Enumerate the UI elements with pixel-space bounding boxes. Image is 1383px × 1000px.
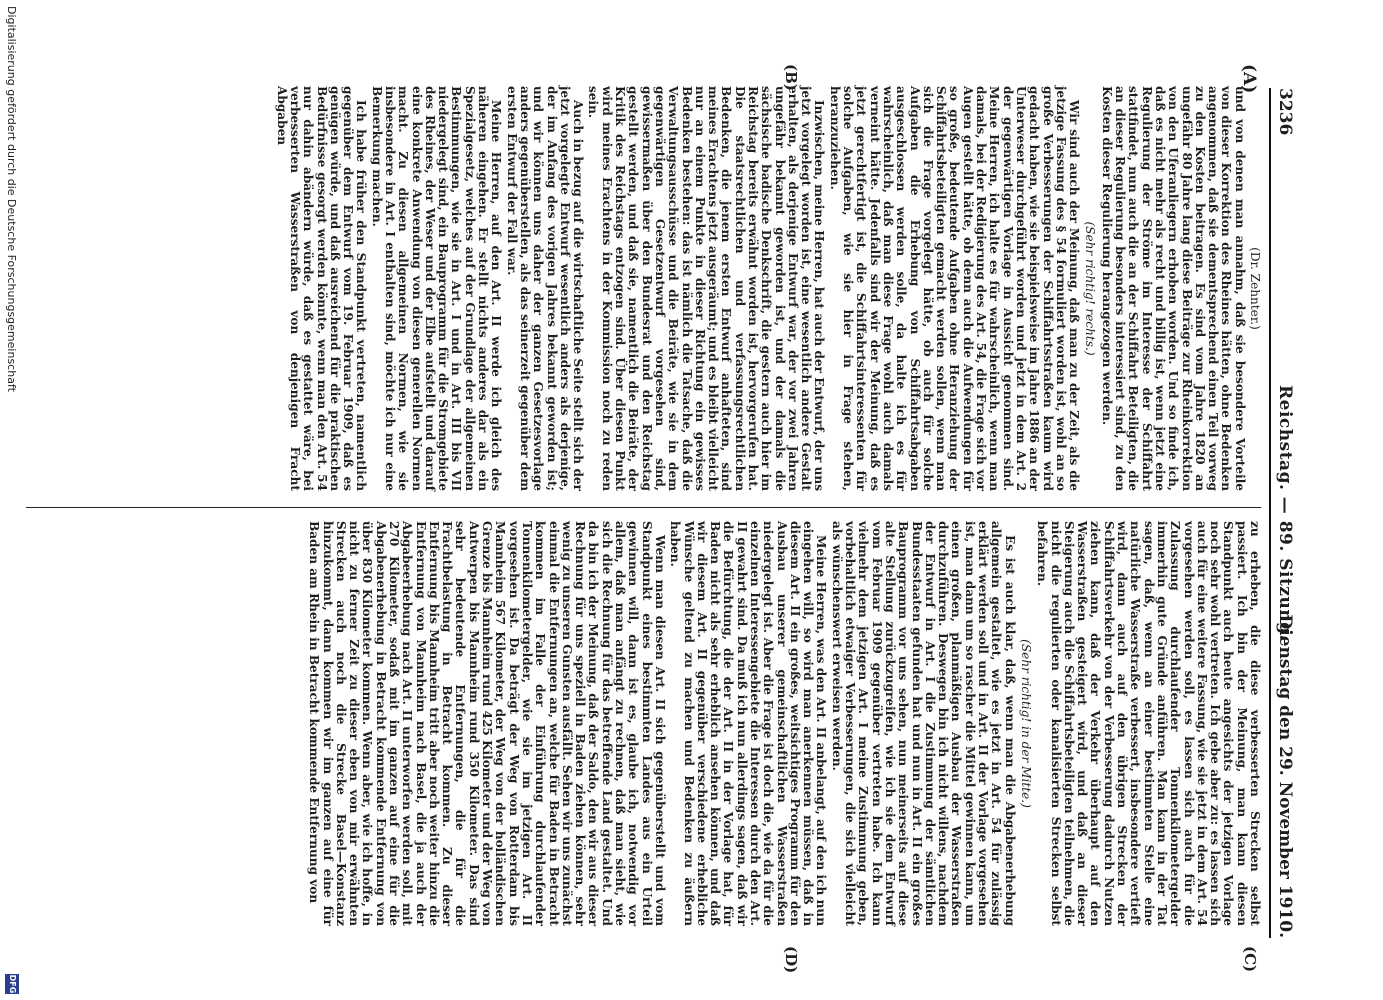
page-number: 3236 <box>1275 88 1295 136</box>
header-date: Dienstag den 29. November 1910. <box>1275 614 1295 938</box>
paragraph: zu erheben, die diese verbesserten Strecken selbst passiert. Ich bin der Meinung, man kann diesen Standpunkt auch heute angesichts der jetzigen Vorlage noch sehr wohl vertreten. Ich gebe aber zu: es lassen sich auch für eine weitere Fassung, wie sie jetzt in dem Art. 54 vorgesehen werden soll, es lassen sich auch für die Zulassung durchlaufender Tonnenkilometergelder immerhin gute Gründe anführen. Man kann in der Tat sagen, daß, wenn an einer bestimmten Stelle eine natürliche Wasserstraße verbessert, insbesondere vertieft wird, dann auch auf den übrigen Strecken der Schiffahrtsverkehr von der Verbesserung dadurch Nutzen ziehen kann, daß der Verkehr überhaupt auf den Wasserstraßen gesteigert wird, und daß an dieser Steigerung auch die Schiffahrtsbeteiligten teilnehmen, die nicht die regulierten oder kanalisierten Strecken selbst befahren. <box>1035 521 1262 926</box>
interjection: (Sehr richtig! rechts.) <box>1083 221 1098 356</box>
paragraph: Wir sind auch der Meinung, daß man zu der Zeit, als die jetzige Fassung des § 54 formuliert worden ist, wohl an so große Verbesserungen der Schiffahrtsstraßen kaum wird gedacht haben, wie sie beispielsweise im Jahre 1886 an der Unterweser durchgeführt worden und jetzt in dem Art. 2 der gegenwärtigen Vorlage in Aussicht genommen sind. Meine Herren, ich halte es für wahrscheinlich, wenn man damals, bei der Redigierung des Art. 54, die Frage sich vor Augen gestellt hätte, ob denn auch die Aufwendungen für so große, bedeutende Aufgaben ohne Heranziehung der Schiffahrtsbeteiligten gemacht werden sollen, wenn man sich die Frage vorgelegt hätte, ob auch für solche Aufgaben die Erhebung von Schiffahrtsabgaben ausgeschlossen werden solle, da halte ich es für wahrscheinlich, daß man diese Frage wohl auch damals verneint hätte. Jedenfalls sind wir der Meinung, daß es jetzt gerechtfertigt ist, die Schiffahrtsinteressenten für solche Aufgaben, wie sie hier in Frage stehen, heranzuziehen. <box>827 86 1082 491</box>
column-divider <box>26 507 1261 508</box>
margin-marker-b: (B) <box>782 64 800 91</box>
page-header <box>1269 88 1297 938</box>
paragraph: und von denen man annahm, daß sie besondere Vorteile von dieser Korrektion des Rheines hätten, ohne Bedenken angenommen, daß sie dementsprechend einen Teil vorweg zu den Kosten beitragen. Es sind vom Jahre 1820 an ungefähr 80 Jahre lang diese Beiträge zur Rheinkorrektion von den Uferanliegern erhoben worden. Und so finde ich, daß es nicht mehr als recht und billig ist, wenn jetzt eine Regulierung der Ströme im Interesse der Schiffahrt stattfindet, nun auch die an der Schiffahrt Beteiligten, die an dieser Regulierung besonders interessiert sind, zu den Kosten dieser Regulierung herangezogen werden. <box>1099 86 1247 491</box>
running-title: Reichstag. — 89. Sitzung. <box>1275 385 1295 641</box>
digitization-footer <box>3 0 19 1000</box>
paragraph: Meine Herren, auf den Art. II werde ich gleich des näheren eingehen. Er stellt nichts anderes dar als ein Spezialgesetz, welches auf der Grundlage der allgemeinen Bestimmungen, wie sie in Art. I und in Art. III bis VII niedergelegt sind, ein Bauprogramm für die Stromgebiete des Rheines, der Weser und der Elbe aufstellt und darauf eine konkrete Anwendung von diesen generellen Normen macht. Zu diesen allgemeinen Normen, wie sie insbesondere in Art. I enthalten sind, möchte ich nur eine Bemerkung machen. <box>369 86 504 491</box>
paragraph: Es ist auch klar, daß, wenn man die Abgabenerhebung allgemein gestaltet, wie es jetzt in Art. 54 für zulässig erklärt werden soll und in Art. II der Vorlage vorgesehen ist, man dann um so rascher die Mittel gewinnen kann, um einen großen, planmäßigen Ausbau der Wasserstraßen durchzuführen. Deswegen bin ich nicht willens, nachdem der Entwurf in Art. I die Zustimmung der sämtlichen Bundesstaaten gefunden hat und nun in Art. II ein großes Bauprogramm vor uns sehen, nun meinerseits auf diese alte Stellung zurückzugreifen, wie ich sie dem Entwurf vom Februar 1909 gegenüber vertreten habe. Ich kann vielmehr dem jetzigen Art. I meine Zustimmung geben, vorbehaltlich etwaiger Verbesserungen, die sich vielleicht als wünschenswert erweisen werden. <box>829 521 1017 926</box>
paragraph: Meine Herren, was den Art. II anbelangt, auf den ich nun eingehen will, so wird man anerkennen müssen, daß in diesem Art. II ein großes, weitsichtiges Programm für den Ausbau unserer gemeinschaftlichen Wasserstraßen niedergelegt ist. Aber die Frage ist doch die, wie da für die einzelnen Interessengebiete die Interessen durch den Art. II gewahrt sind. Da muß ich nun allerdings sagen, daß wir die Befürchtung, die der Art. II in der Vorlage hat, für Baden nicht als sehr erheblich ansehen können, und daß wir diesem Art. II gegenüber verschiedene erhebliche Wünsche geltend zu machen und Bedenken zu äußern haben. <box>668 521 829 926</box>
paragraph: Ich habe früher den Standpunkt vertreten, namentlich gegenüber dem Entwurf vom 19. Februar 1909, daß es genügen würde, und daß ausreichend für die praktischen Bedürfnisse gesorgt werden könnte, wenn man den Art. 54 nur dahin abändern würde, daß es gestattet wäre, bei verbesserten Wasserstraßen von denjenigen Fracht Abgaben <box>274 86 369 491</box>
right-column <box>305 521 1261 926</box>
margin-marker-a: (A) <box>1239 64 1259 94</box>
funding-note: Digitalisierung gefördert durch die Deutsche Forschungsgemeinschaft <box>5 6 18 392</box>
speaker-label: (Dr. Zehnter.) <box>1248 247 1262 330</box>
paragraph: Wenn man diesen Art. II sich gegenüberstellt und vom Standpunkt eines bestimmten Landes aus ein Urteil gewinnen will, dann ist es, glaube ich, notwendig vor allem, daß man anfängt zu rechnen, daß man sieht, wie sich die Rechnung für das betreffende Land gestaltet. Und da bin ich der Meinung, daß der Saldo, den wir aus dieser Rechnung für uns speziell in Baden ziehen können, sehr wenig zu unseren Gunsten ausfällt. Sehen wir uns zunächst einmal die Entfernungen an, welche für Baden in Betracht kommen im Falle der Einführung durchlaufender Tonnenkilometergelder, wie sie im jetzigen Art. II vorgesehen ist. Da beträgt der Weg von Rotterdam bis Mannheim 567 Kilometer, der Weg von der holländischen Grenze bis Mannheim rund 425 Kilometer und der Weg von Antwerpen bis Mannheim rund 350 Kilometer. Das sind sehr bedeutende Entfernungen, die für die Frachtbelastung in Betracht kommen. Zu dieser Entfernung bis Mannheim tritt aber noch weiter hinzu die Entfernung von Mannheim nach Basel, die ja auch der Abgabeerhebung nach Art. II unterworfen werden soll, mit 270 Kilometer, sodaß mit im ganzen auf eine für die Abgabenerhebung in Betracht kommende Entfernung von über 830 Kilometer kommen. Wenn aber, wie ich hoffe, in nicht zu ferner Zeit zu dieser eben von mir erwähnten Strecken auch noch die Strecke Basel—Konstanz hinzukommt, dann kommen wir im ganzen auf eine für Baden am Rhein in Betracht kommende Entfernung von <box>307 521 667 926</box>
dfg-logo: DFG <box>5 974 19 994</box>
left-column <box>272 86 1261 491</box>
margin-marker-c: (C) <box>1241 946 1259 973</box>
paragraph: Auch in bezug auf die wirtschaftliche Seite stellt sich der jetzt vorgelegte Entwurf wesentlich anders als derjenige, der im Anfang des vorigen Jahres bekannt geworden ist; und wir können uns daher der ganzen Gesetzesvorlage anders gegenüberstellen, als das seinerzeit gegenüber dem ersten Entwurf der Fall war. <box>504 86 586 491</box>
interjection: (Sehr richtig! in der Mitte.) <box>1018 639 1033 808</box>
margin-marker-d: (D) <box>782 946 800 974</box>
paragraph: Inzwischen, meine Herren, hat auch der Entwurf, der uns jetzt vorgelegt worden ist, eine wesentlich andere Gestalt erhalten, als derjenige Entwurf war, der vor zwei Jahren ungefähr bekannt geworden ist, und der damals die sächsische badische Denkschrift, die gestern auch hier im Reichstag bereits erwähnt worden ist, hervorgerufen hat. Die staatsrechtlichen und verfassungsrechtlichen Bedenken, die jenem ersten Entwurf anhafteten, sind meines Erachtens jetzt ausgeräumt; und es bleibt vielleicht nur an einem Punkte in dieser Richtung ein gewisses Bedenken bestehen: das ist nämlich die Tatsache, daß die Verwaltungsausschüsse und die Beiräte, wie sie in dem gegenwärtigen Gesetzentwurf vorgesehen sind, gewissermaßen über den Bundesrat und den Reichstag gestellt werden, und daß sie, namentlich die Beiräte, der Kritik des Reichstags entzogen sind. Über diesen Punkt wird meines Erachtens in der Kommission noch zu reden sein. <box>586 86 827 491</box>
